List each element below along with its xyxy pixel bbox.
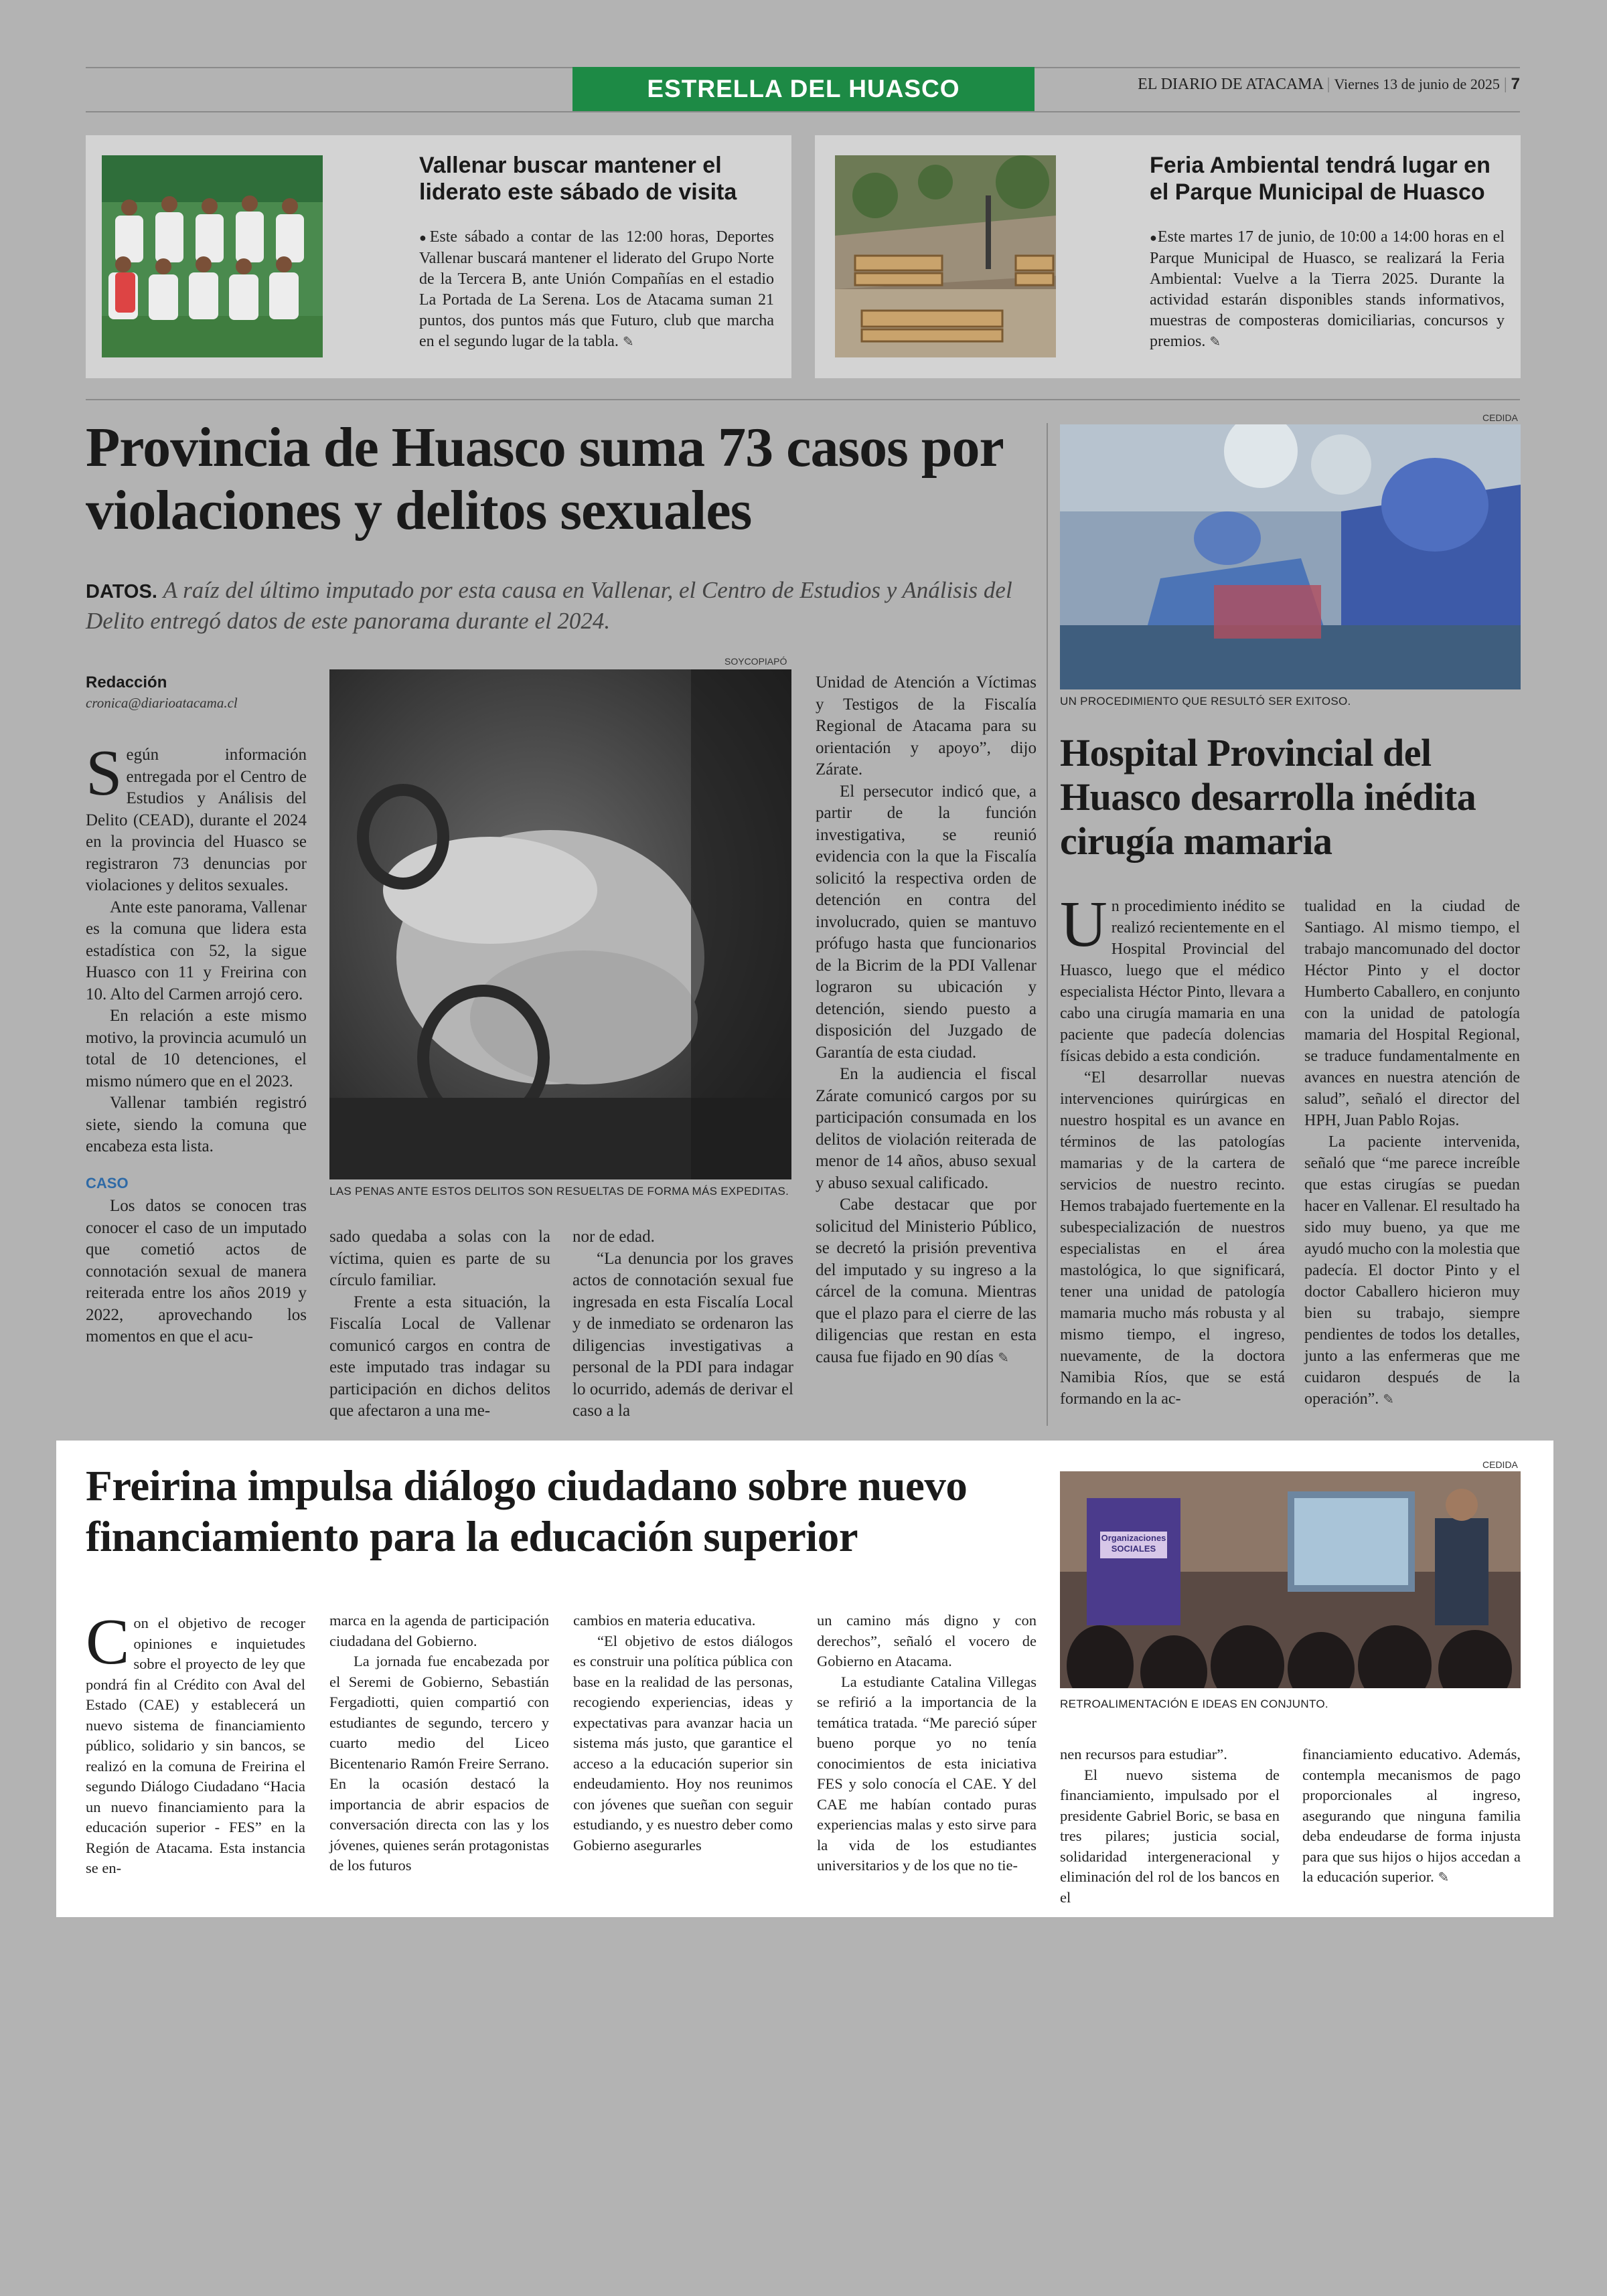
author-email: cronica@diarioatacama.cl: [86, 695, 238, 711]
dialogue-photo-image: [1060, 1471, 1521, 1688]
newspaper-name: EL DIARIO DE ATACAMA: [1138, 76, 1323, 93]
brief-box: [86, 135, 791, 378]
paragraph: Vallenar también registró siete, siendo la comuna que encabeza esta lista.: [86, 1094, 307, 1155]
section-rule: [86, 399, 1520, 400]
paragraph: nor de edad.: [572, 1228, 655, 1246]
header-rule-bottom: [86, 111, 1520, 112]
park-photo: [835, 155, 1056, 357]
bottom-column: [329, 1611, 549, 1876]
paragraph: cambios en materia educativa.: [573, 1612, 756, 1629]
brief-body: [1150, 227, 1505, 353]
subhead: CASO: [86, 1174, 129, 1192]
photo-credit: CEDIDA: [1482, 1459, 1518, 1470]
paragraph: La paciente intervenida, señaló que “me parece increíble que estas cirugías se puedan hacer en Vallenar. El resultado ha sido muy bueno, ya que me ayudó mucho con la molestia que padecía. El doctor Pinto y el doctor Caballero hicieron muy bien su trabajo, siempre pendientes de todos los detalles, junto a las enfermeras que me cuidaron después de la operación”.: [1304, 1133, 1520, 1408]
dialogue-photo: [1060, 1471, 1521, 1688]
paragraph: egún información entregada por el Centro de Estudios y Análisis del Delito (CEAD), durante el 2024 en la provincia del Huasco se registraron 73 denuncias por violaciones y delitos sexuales.: [86, 746, 307, 894]
team-photo: [102, 155, 323, 357]
paragraph: En relación a este mismo motivo, la provincia acumuló un total de 10 detenciones, el mismo número que en el 2023.: [86, 1007, 307, 1090]
brief-text: Este martes 17 de junio, de 10:00 a 14:00 horas en el Parque Municipal de Huasco, se realizará la Feria Ambiental: Vuelve a la Tierra 2025. Durante la actividad estarán disponibles stands informativos, muestras de composteras domiciliarias, concursos y premios.: [1150, 228, 1505, 350]
surgery-photo: [1060, 424, 1521, 689]
end-mark-icon: ✎: [1383, 1392, 1395, 1407]
brief-title: Vallenar buscar mantener el liderato este sábado de visita: [419, 153, 737, 205]
bottom-headline: Freirina impulsa diálogo ciudadano sobre nuevo financiamiento para la educación superior: [86, 1462, 968, 1561]
paragraph: “El desarrollar nuevas intervenciones quirúrgicas en nuestro hospital es un avance en términos de las patologías mamarias y de la cartera de servicios de nuestro recinto. Hemos trabajado fuertemente en la subespecialización de nuestros especialistas en el área mastológica, lo que significará, tener una unidad de patología mamaria mucho más robusta y al mismo tiempo, el ingreso, nuevamente, de la doctora Namibia Ríos, que se está formando en la ac-: [1060, 1069, 1285, 1408]
dropcap: U: [1060, 888, 1107, 961]
photo-caption: RETROALIMENTACIÓN E IDEAS EN CONJUNTO.: [1060, 1698, 1328, 1710]
author-name: Redacción: [86, 673, 167, 691]
paragraph: El nuevo sistema de financiamiento, impulsado por el presidente Gabriel Boric, se basa en tres pilares; justicia social, solidaridad intergeneracional y eliminación del rol de los bancos en el: [1060, 1766, 1280, 1906]
separator: |: [1326, 76, 1330, 93]
paragraph: financiamiento educativo. Además, contempla mecanismos de pago proporcionales al ingreso, asegurando que ninguna familia deba endeudarse de forma injusta para que sus hijos o hijos accedan a la educación superior.: [1302, 1746, 1521, 1885]
bottom-column: [1060, 1744, 1280, 1908]
separator: |: [1503, 76, 1507, 93]
main-column: [86, 737, 307, 1348]
end-mark-icon: ✎: [1209, 335, 1221, 349]
photo-credit: CEDIDA: [1482, 412, 1518, 423]
handcuffs-photo-image: [329, 669, 791, 1179]
bottom-column: [86, 1606, 305, 1879]
main-column: [816, 672, 1037, 1369]
paragraph: marca en la agenda de participación ciudadana del Gobierno.: [329, 1612, 549, 1649]
paragraph: sado quedaba a solas con la víctima, quien es parte de su círculo familiar.: [329, 1228, 550, 1289]
paragraph: un camino más digno y con derechos”, señaló el vocero de Gobierno en Atacama.: [817, 1612, 1037, 1669]
paragraph: Cabe destacar que por solicitud del Ministerio Público, se decretó la prisión preventiva del imputado y su ingreso a la cárcel de la comuna. Mientras que el plazo para el cierre de las diligencias que restan en esta causa fue fijado en 90 días: [816, 1196, 1037, 1366]
section-bar: [572, 67, 1035, 111]
bottom-column: [573, 1611, 793, 1856]
banner-text: Organizaciones SOCIALES: [1101, 1533, 1166, 1554]
team-photo-image: [102, 155, 323, 357]
lead-label: DATOS.: [86, 581, 157, 602]
paragraph: “El objetivo de estos diálogos es construir una política pública con base en la realidad de las personas, recogiendo experiencias, ideas y expectativas para avanzar hacia un sistema más justo, que garantice el acceso a la educación superior sin endeudamiento. Hoy nos reunimos con jóvenes que sueñan con seguir estudiando, y es nuestro deber como Gobierno asegurarles: [573, 1632, 793, 1854]
bullet-icon: ●: [419, 231, 430, 244]
paragraph: n procedimiento inédito se realizó recientemente en el Hospital Provincial del Huasco, luego que el médico especialista Héctor Pinto, llevara a cabo una cirugía mamaria en una paciente que padecía dolencias físicas debido a esta condición.: [1060, 898, 1285, 1065]
main-lead: [86, 576, 1037, 636]
bottom-column: [817, 1611, 1037, 1876]
paragraph: La jornada fue encabezada por el Seremi de Gobierno, Sebastián Fergadiotti, quien compartió con estudiantes de segundo, tercero y cuarto medio del Liceo Bicentenario Ramón Freire Serrano. En la ocasión destacó la importancia de abrir espacios de conversación directa con las y los jóvenes, quienes serán protagonistas de los futuros: [329, 1653, 549, 1874]
end-mark-icon: ✎: [998, 1350, 1009, 1366]
paragraph: “La denuncia por los graves actos de connotación sexual fue ingresada en esta Fiscalía Local y de inmediato se ordenaron las diligencias investigativas a personal de la PDI para indagar lo ocurrido, además de derivar el caso a la: [572, 1249, 793, 1420]
column-divider: [1047, 423, 1048, 1426]
paragraph: tualidad en la ciudad de Santiago. Al mismo tiempo, el trabajo mancomunado del doctor Héctor Pinto y el doctor Humberto Caballero, en conjunto con la unidad de patología mamaria del Hospital Regional, se traduce fundamentalmente en avances en nuestra atención de salud”, señaló el director del HPH, Juan Pablo Rojas.: [1304, 898, 1520, 1129]
hospital-column: [1304, 896, 1520, 1410]
issue-date: Viernes 13 de junio de 2025: [1334, 76, 1500, 92]
photo-caption: UN PROCEDIMIENTO QUE RESULTÓ SER EXITOSO.: [1060, 695, 1351, 708]
masthead-info: [1138, 71, 1520, 98]
brief-box: [815, 135, 1521, 378]
bottom-column: [1302, 1744, 1521, 1888]
park-photo-image: [835, 155, 1056, 357]
surgery-photo-image: [1060, 424, 1521, 689]
paragraph: Frente a esta situación, la Fiscalía Local de Vallenar comunicó cargos en contra de este imputado tras indagar su participación en dichos delitos que afectaron a una me-: [329, 1293, 550, 1420]
paragraph: En la audiencia el fiscal Zárate comunicó cargos por su participación consumada en los delitos de violación reiterada de menor de 14 años, abuso sexual y abuso sexual calificado.: [816, 1065, 1037, 1192]
hospital-column: [1060, 888, 1285, 1410]
end-mark-icon: ✎: [622, 335, 634, 349]
dropcap: C: [86, 1606, 130, 1678]
paragraph: La estudiante Catalina Villegas se refirió a la importancia de la temática tratada. “Me pareció súper bueno porque yo no tenía conocimientos de esta iniciativa FES y solo conocía el CAE. Y del CAE me habían contado puras experiencias malas y esto sirve para la vida de los estudiantes universitarios y de los que no tie-: [817, 1673, 1037, 1874]
paragraph: Unidad de Atención a Víctimas y Testigos de la Fiscalía Regional de Atacama para su orientación y apoyo”, dijo Zárate.: [816, 673, 1037, 778]
paragraph: El persecutor indicó que, a partir de la función investigativa, se reunió evidencia con la que la Fiscalía solicitó la respectiva orden de detención en contra del involucrado, quien se mantuvo prófugo hasta que funcionarios de la Bicrim de la PDI Vallenar lograron su ubicación y detención, siendo puesto a disposición del Juzgado de Garantía de esta ciudad.: [816, 782, 1037, 1062]
brief-text: Este sábado a contar de las 12:00 horas, Deportes Vallenar buscará mantener el liderato del Grupo Norte de la Tercera B, ante Unión Compañías en el estadio La Portada de La Serena. Los de Atacama suman 21 puntos, dos puntos más que Futuro, club que marcha en el segundo lugar de la tabla.: [419, 228, 775, 350]
brief-body: [419, 227, 774, 353]
photo-caption: LAS PENAS ANTE ESTOS DELITOS SON RESUELTAS DE FORMA MÁS EXPEDITAS.: [329, 1185, 789, 1198]
lead-text: A raíz del último imputado por esta causa en Vallenar, el Centro de Estudios y Análisis del Delito entregó datos de este panorama durante el 2024.: [86, 577, 1012, 634]
bottom-article-panel: [56, 1441, 1553, 1917]
handcuffs-photo: [329, 669, 791, 1179]
section-title: ESTRELLA DEL HUASCO: [647, 75, 960, 102]
photo-credit: SOYCOPIAPÓ: [724, 656, 787, 667]
main-column: [329, 1226, 550, 1422]
paragraph: on el objetivo de recoger opiniones e inquietudes sobre el proyecto de ley que pondrá fin al Crédito con Aval del Estado (CAE) y establecerá un nuevo sistema de financiamiento público, solidario y sin bancos, se realizó en la comuna de Freirina el segundo Diálogo Ciudadano “Hacia un nuevo financiamiento para la educación superior - FES” en la Región de Atacama. Esta instancia se en-: [86, 1615, 305, 1876]
paragraph: nen recursos para estudiar”.: [1060, 1746, 1227, 1762]
bullet-icon: ●: [1150, 231, 1158, 244]
end-mark-icon: ✎: [1438, 1870, 1450, 1885]
brief-title: Feria Ambiental tendrá lugar en el Parque Municipal de Huasco: [1150, 153, 1490, 205]
page-number: 7: [1511, 75, 1520, 93]
paragraph: Ante este panorama, Vallenar es la comuna que lidera esta estadística con 52, la sigue Huasco con 11 y Freirina con 10. Alto del Carmen arrojó cero.: [86, 898, 307, 1003]
hospital-headline: Hospital Provincial del Huasco desarrolla inédita cirugía mamaria: [1060, 731, 1476, 863]
dropcap: S: [86, 737, 123, 809]
paragraph: Los datos se conocen tras conocer el caso de un imputado que cometió actos de connotación sexual de manera reiterada entre los años 2019 y 2022, aprovechando los momentos en que el acu-: [86, 1197, 307, 1345]
main-headline: Provincia de Huasco suma 73 casos por violaciones y delitos sexuales: [86, 416, 1003, 542]
main-column: [572, 1226, 793, 1422]
